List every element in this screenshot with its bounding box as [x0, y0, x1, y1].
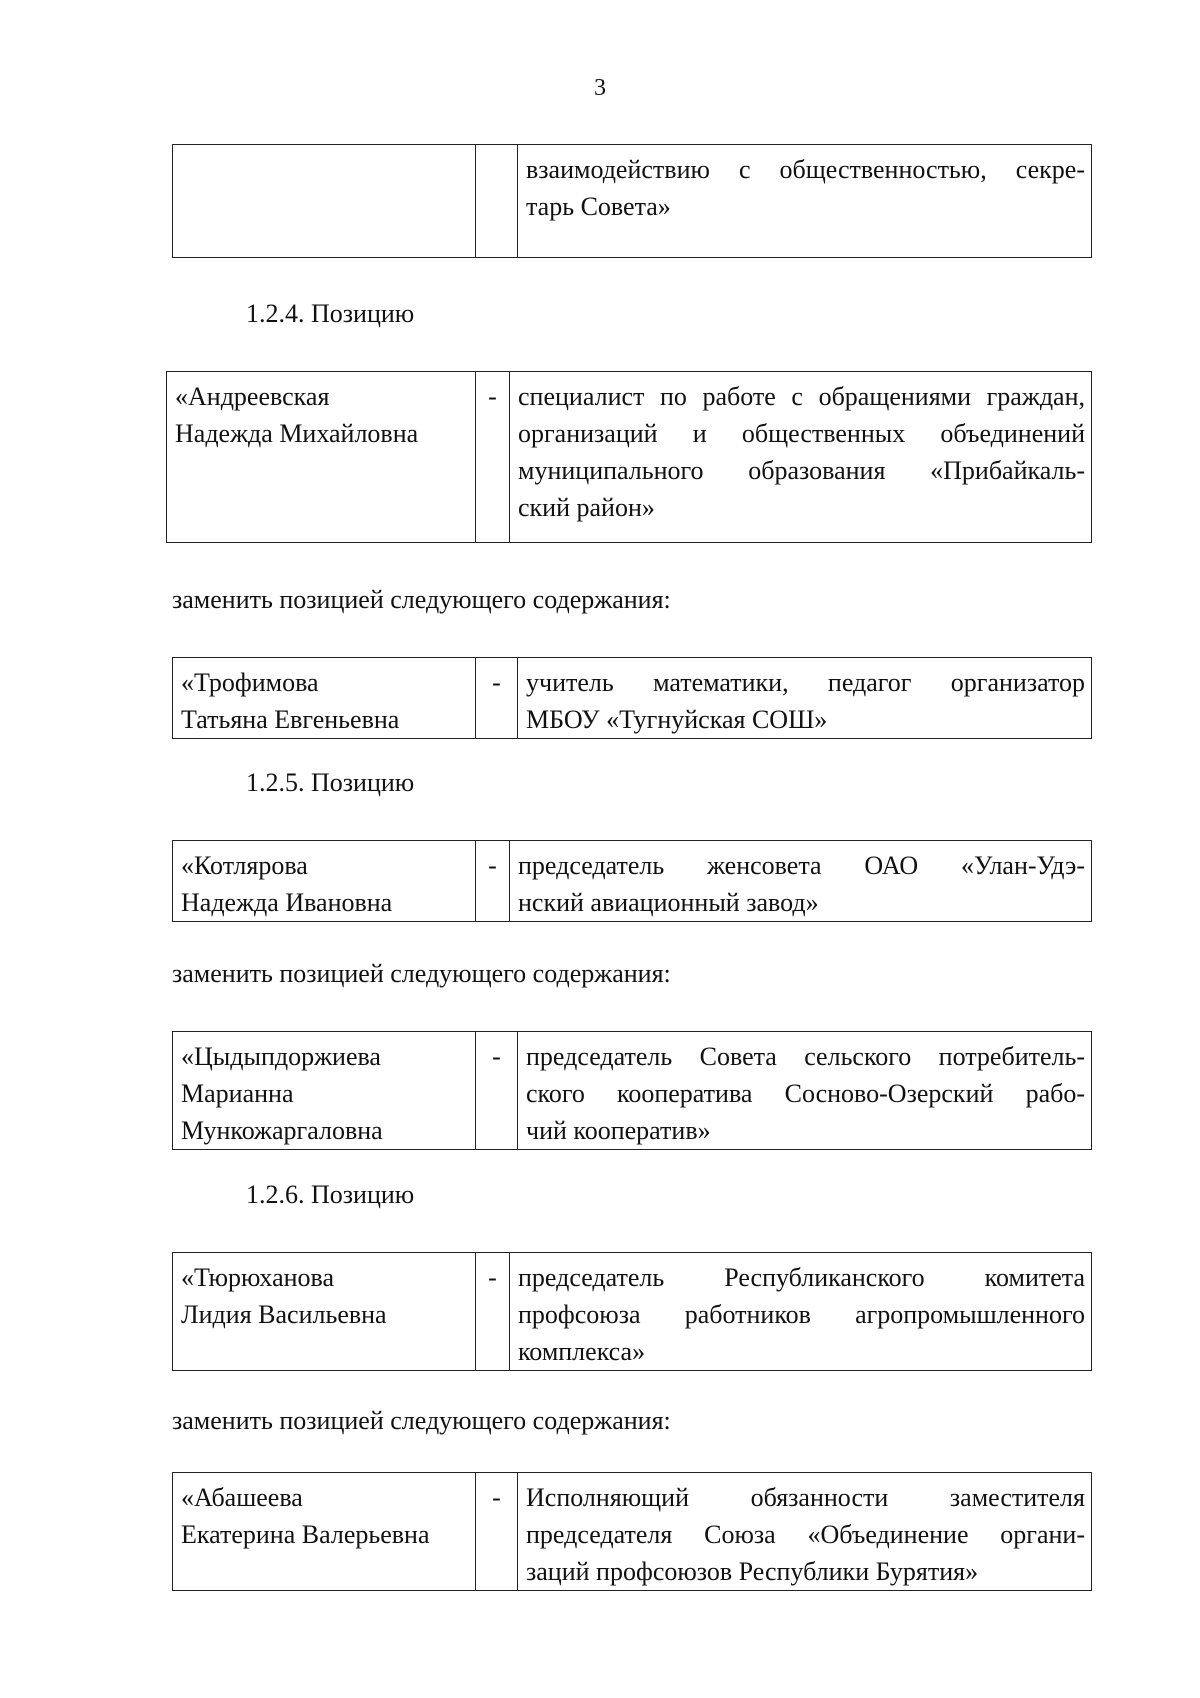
table-row: [173, 658, 1092, 739]
position-table-continuation: [172, 144, 1092, 258]
person-name-cell: «Котлярова Надежда Ивановна: [173, 841, 476, 922]
position-table-tyuryukhanova: [172, 1252, 1092, 1371]
table-row: [173, 145, 1092, 258]
table-row: [173, 841, 1092, 922]
dash-cell: [476, 145, 518, 258]
table-row: [167, 372, 1092, 543]
dash-cell: -: [476, 658, 518, 739]
person-name-cell: «Трофимова Татьяна Евгеньевна: [173, 658, 476, 739]
table-row: [173, 1473, 1092, 1591]
position-table-tsydypdorzhieva: [172, 1031, 1092, 1150]
person-name-cell: «Тюрюханова Лидия Васильевна: [173, 1253, 476, 1371]
position-description-cell: председатель Республиканского комитета профсоюза работников агропромышленного комплекса»: [510, 1253, 1092, 1371]
person-name-cell: «Абашеева Екатерина Валерьевна: [173, 1473, 476, 1591]
replace-instruction: заменить позицией следующего содержания:: [172, 585, 671, 614]
person-name-cell: «Андреевская Надежда Михайловна: [167, 372, 476, 543]
person-name-cell: [173, 145, 476, 258]
section-heading-1-2-6: 1.2.6. Позицию: [246, 1180, 415, 1209]
dash-cell: -: [476, 841, 510, 922]
position-description-cell: председатель женсовета ОАО «Улан-Удэ- нский авиационный завод»: [510, 841, 1092, 922]
position-table-kotlyarova: [172, 840, 1092, 922]
person-name-cell: «Цыдыпдоржиева Марианна Мункожаргаловна: [173, 1032, 476, 1150]
page-number: 3: [594, 75, 606, 101]
position-description-cell: Исполняющий обязанности заместителя председателя Союза «Объединение органи- заций профсоюзов Республики Бурятия»: [518, 1473, 1092, 1591]
position-table-trofimova: [172, 657, 1092, 739]
dash-cell: -: [476, 1473, 518, 1591]
position-description-cell: специалист по работе с обращениями граждан, организаций и общественных объединений муниципального образования «Прибайкаль- ский район»: [510, 372, 1092, 543]
dash-cell: -: [476, 372, 510, 543]
position-description-cell: председатель Совета сельского потребитель- ского кооператива Сосново-Озерский рабо- чий кооператив»: [518, 1032, 1092, 1150]
position-table-abasheeva: [172, 1472, 1092, 1591]
section-heading-1-2-4: 1.2.4. Позицию: [246, 299, 415, 328]
table-row: [173, 1253, 1092, 1371]
dash-cell: -: [476, 1032, 518, 1150]
table-row: [173, 1032, 1092, 1150]
position-description-cell: взаимодействию с общественностью, секре- тарь Совета»: [518, 145, 1092, 258]
dash-cell: -: [476, 1253, 510, 1371]
replace-instruction: заменить позицией следующего содержания:: [172, 959, 671, 988]
section-heading-1-2-5: 1.2.5. Позицию: [246, 768, 415, 797]
position-table-andreevskaya: [166, 371, 1092, 543]
replace-instruction: заменить позицией следующего содержания:: [172, 1406, 671, 1435]
position-description-cell: учитель математики, педагог организатор МБОУ «Тугнуйская СОШ»: [518, 658, 1092, 739]
